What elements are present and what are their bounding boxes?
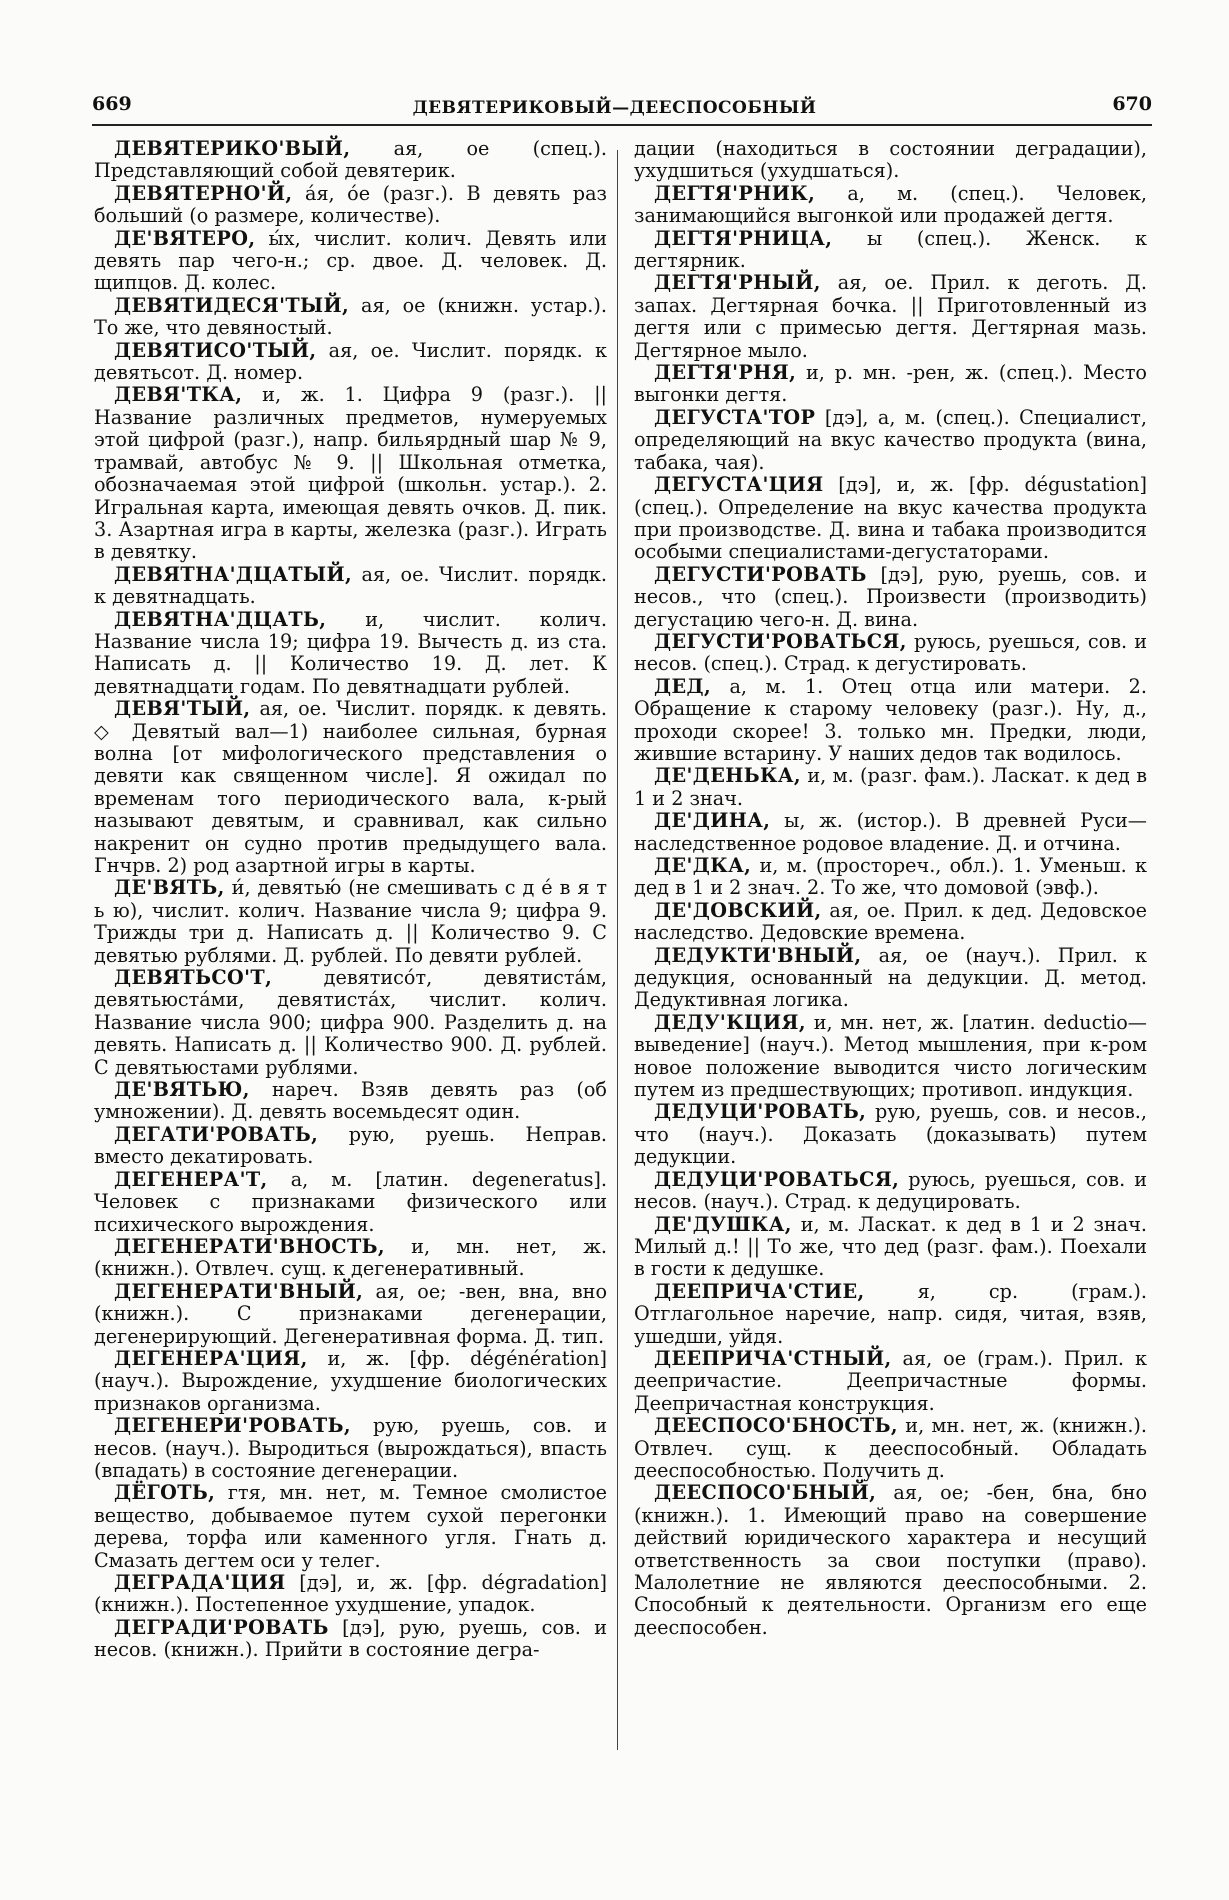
entry-definition: и, ж. 1. Цифра 9 (разг.). || Название различных предметов, нумеруемых этой цифрой (разг.), напр. бильярдный шар № 9, трамвай, автобус № 9. || Школьная отметка, обозначаемая этой цифрой (школьн. устар.). 2. Игральная карта, имеющая девять очков. Д. пик. 3. Азартная игра в карты, железка (разг.). Играть в девятку.	[94, 383, 607, 564]
entry-definition: и, р. мн. -рен, ж. (спец.). Место выгонки дегтя.	[634, 361, 1147, 407]
running-head: ДЕВЯТЕРИКОВЫЙ—ДЕЕСПОСОБНЫЙ	[412, 98, 817, 118]
entry-definition: рую, руешь, сов. и несов. (науч.). Выродиться (вырождаться), впасть (впадать) в состояние дегенерации.	[94, 1414, 607, 1482]
dictionary-entry	[94, 698, 607, 877]
dictionary-entry	[94, 1281, 607, 1348]
dictionary-entry	[634, 855, 1147, 900]
entry-headword: ДЕВЯТЕРНО'Й,	[114, 181, 293, 205]
dictionary-entry	[634, 1169, 1147, 1214]
entry-definition: а, м. 1. Отец отца или матери. 2. Обращение к старому человеку (разг.). Ну, д., проходи скорее! 3. только мн. Предки, люди, жившие встарину. У наших дедов так водилось.	[634, 674, 1147, 765]
dictionary-entry	[634, 474, 1147, 564]
entry-headword: ДЕВЯТИСО'ТЫЙ,	[114, 338, 317, 362]
entry-headword: ДЕГРАДИ'РОВАТЬ	[114, 1615, 329, 1639]
header-rule	[92, 124, 1152, 126]
entry-headword: ДЕВЯТИДЕСЯ'ТЫЙ,	[114, 293, 350, 317]
page-number-right: 670	[1112, 93, 1152, 115]
entry-definition: ая, ое. Числит. порядк. к девятнадцать.	[94, 562, 607, 609]
entry-definition: дации (находиться в состоянии деградации), ухудшиться (ухудшаться).	[634, 137, 1147, 183]
entry-definition: девятисо́т, девятиста́м, девятьюста́ми, девятиста́х, числит. колич. Название числа 900; цифра 900. Разделить д. на девять. Написать д. || Количество 900. Д. рублей. С девятьюстами рублями.	[94, 966, 607, 1079]
entry-definition: ая, ое. Числит. порядк. к девятьсот. Д. номер.	[94, 338, 607, 385]
entry-headword: ДЕГТЯ'РНЫЙ,	[654, 271, 821, 295]
entry-definition: и, числит. колич. Название числа 19; цифра 19. Вычесть д. из ста. Написать д. || Количество 19. Д. лет. К девятнадцати годам. По девятнадцати рублей.	[94, 607, 607, 698]
entry-headword: ДЕВЯТНА'ДЦАТЫЙ,	[114, 562, 353, 586]
entry-headword: ДЕВЯ'ТКА,	[114, 383, 243, 407]
entry-headword: ДЕГРАДА'ЦИЯ	[114, 1571, 286, 1594]
dictionary-entry	[634, 362, 1147, 407]
dictionary-entry	[94, 1079, 607, 1124]
dictionary-entry	[94, 1482, 607, 1572]
entry-headword: ДЕВЯТНА'ДЦАТЬ,	[114, 607, 327, 631]
entry-headword: ДЕ'ДЕНЬКА,	[654, 764, 801, 788]
dictionary-entry	[634, 1012, 1147, 1102]
dictionary-entry	[634, 1348, 1147, 1415]
entry-headword: ДЕГУСТА'ТОР	[654, 405, 816, 429]
entry-headword: ДЕ'ДОВСКИЙ,	[654, 898, 822, 922]
entry-definition: и́, девятью́ (не смешивать с д е́ в я т ь ю), числит. колич. Название числа 9; цифра 9. Трижды три д. Написать д. || Количество 9. С девятью рублями. Д. рублей. По девяти рублей.	[94, 876, 607, 967]
entry-definition: ая, ое (спец.). Представляющий собой девятерик.	[94, 137, 607, 183]
entry-definition: и, мн. нет, ж. (книжн.). Отвлеч. сущ. к дееспособный. Обладать дееспособностью. Получить д.	[634, 1414, 1147, 1482]
entry-definition: ы (спец.). Женск. к дегтярник.	[634, 226, 1147, 273]
entry-headword: ДЕ'ДИНА,	[654, 809, 771, 833]
dictionary-entry	[634, 765, 1147, 810]
entry-definition: и, м. (простореч., обл.). 1. Уменьш. к дед в 1 и 2 знач. 2. То же, что домовой (эвф.).	[634, 854, 1147, 900]
entry-headword: ДЕГЕНЕРА'Т,	[114, 1167, 268, 1191]
entry-headword: ДЕГУСТИ'РОВАТЬ	[654, 562, 867, 586]
entry-headword: ДЕГЕНЕРАТИ'ВНЫЙ,	[114, 1279, 364, 1303]
dictionary-entry	[94, 295, 607, 340]
entry-headword: ДЕДУЦИ'РОВАТЬ,	[654, 1100, 867, 1124]
entry-definition: ая, ое. Числит. порядк. к девять. ◇ Девятый вал—1) наиболее сильная, бурная волна [от мифологического представления о девяти как священном числе]. Я ожидал по временам того периодического вала, к-рый называют девятым, и сравнивал, как сильно накренит он судно против предыдущего вала. Гнчрв. 2) род азартной игры в карты.	[94, 697, 607, 877]
dictionary-entry	[94, 183, 607, 228]
entry-definition: ы, ж. (истор.). В древней Руси—наследственное родовое владение. Д. и отчина.	[634, 809, 1147, 855]
entry-headword: ДЁГОТЬ,	[114, 1481, 216, 1505]
dictionary-entry	[634, 631, 1147, 676]
dictionary-entry	[94, 1236, 607, 1281]
dictionary-entry	[634, 228, 1147, 273]
entry-headword: ДЕЕСПОСО'БНЫЙ,	[654, 1481, 877, 1505]
dictionary-entry	[94, 384, 607, 563]
entry-definition: я, ср. (грам.). Отглагольное наречие, напр. сидя, читая, взяв, ушедши, уйдя.	[634, 1279, 1147, 1348]
dictionary-entry	[94, 1124, 607, 1169]
dictionary-entry	[634, 183, 1147, 228]
entry-definition: [дэ], рую, руешь, сов. и несов. (книжн.). Прийти в состояние дегра-	[94, 1615, 607, 1662]
entry-definition: рую, руешь, сов. и несов., что (науч.). Доказать (доказывать) путем дедукции.	[634, 1100, 1147, 1169]
entry-definition: нареч. Взяв девять раз (об умножении). Д. девять восемьдесят один.	[94, 1078, 607, 1124]
entry-headword: ДЕВЯТЕРИКО'ВЫЙ,	[114, 137, 351, 160]
entry-headword: ДЕВЯТЬСО'Т,	[114, 966, 273, 990]
dictionary-entry	[94, 967, 607, 1079]
dictionary-entry	[94, 1572, 607, 1617]
right-column	[634, 138, 1147, 1639]
entry-definition: и, мн. нет, ж. (книжн.). Отвлеч. сущ. к дегенеративный.	[94, 1234, 607, 1281]
dictionary-entry	[634, 272, 1147, 362]
entry-headword: ДЕЕПРИЧА'СТИЕ,	[654, 1279, 865, 1303]
dictionary-entry	[94, 564, 607, 609]
entry-definition: ая, ое (науч.). Прил. к дедукция, основанный на дедукции. Д. метод. Дедуктивная логика.	[634, 943, 1147, 1012]
entry-headword: ДЕДУ'КЦИЯ,	[654, 1010, 806, 1034]
entry-headword: ДЕ'ВЯТЕРО,	[114, 226, 256, 250]
dictionary-entry	[94, 1169, 607, 1236]
entry-definition: и, м. (разг. фам.). Ласкат. к дед в 1 и 2 знач.	[634, 764, 1147, 810]
entry-definition: а, м. [латин. degeneratus]. Человек с признаками физического или психического вырождения.	[94, 1167, 607, 1236]
entry-headword: ДЕ'ВЯТЬЮ,	[114, 1078, 250, 1102]
entry-headword: ДЕД,	[654, 674, 712, 698]
entry-definition: а, м. (спец.). Человек, занимающийся выгонкой или продажей дегтя.	[634, 181, 1147, 228]
entry-headword: ДЕЕСПОСО'БНОСТЬ,	[654, 1414, 898, 1438]
entry-headword: ДЕГЕНЕРА'ЦИЯ,	[114, 1346, 308, 1370]
dictionary-entry	[634, 810, 1147, 855]
dictionary-entry	[634, 1281, 1147, 1348]
entry-definition: [дэ], рую, руешь, сов. и несов., что (спец.). Произвести (производить) дегустацию чего-н. Д. вина.	[634, 562, 1147, 631]
dictionary-entry	[634, 1482, 1147, 1639]
dictionary-entry	[634, 564, 1147, 631]
dictionary-entry	[94, 1348, 607, 1415]
entry-definition: и, мн. нет, ж. [латин. deductio—выведение] (науч.). Метод мышления, при к-ром новое положение выводится чисто логическим путем из предшествующих; противоп. индукция.	[634, 1010, 1147, 1102]
entry-definition: ы́х, числит. колич. Девять или девять пар чего-н.; ср. двое. Д. человек. Д. щипцов. Д. колес.	[94, 226, 607, 295]
dictionary-entry	[634, 900, 1147, 945]
entry-definition: и, м. Ласкат. к дед в 1 и 2 знач. Милый д.! || То же, что дед (разг. фам.). Поехали в гости к дедушке.	[634, 1212, 1147, 1281]
dictionary-entry	[634, 1214, 1147, 1281]
entry-definition: руюсь, руешься, сов. и несов. (спец.). Страд. к дегустировать.	[634, 629, 1147, 676]
entry-headword: ДЕ'ДУШКА,	[654, 1212, 792, 1236]
dictionary-entry	[94, 877, 607, 967]
entry-definition: гтя, мн. нет, м. Темное смолистое вещество, добываемое путем сухой перегонки дерева, торфа или каменного угля. Гнать д. Смазать дегтем оси у телег.	[94, 1481, 607, 1572]
dictionary-entry	[634, 1101, 1147, 1168]
dictionary-entry	[634, 945, 1147, 1012]
column-divider	[617, 150, 618, 1750]
dictionary-entry	[634, 138, 1147, 183]
dictionary-entry	[634, 1415, 1147, 1482]
entry-definition: рую, руешь. Неправ. вместо декатировать.	[94, 1122, 607, 1169]
entry-headword: ДЕГТЯ'РНЯ,	[654, 361, 797, 385]
entry-definition: ая, ое (книжн. устар.). То же, что девяностый.	[94, 293, 607, 340]
entry-definition: а́я, о́е (разг.). В девять раз больший (о размере, количестве).	[94, 181, 607, 228]
entry-definition: ая, ое (грам.). Прил. к деепричастие. Деепричастные формы. Деепричастная конструкция.	[634, 1346, 1147, 1415]
page-number-left: 669	[92, 93, 132, 115]
dictionary-entry	[94, 228, 607, 295]
dictionary-entry	[94, 1415, 607, 1482]
entry-definition: ая, ое. Прил. к дед. Дедовское наследство. Дедовские времена.	[634, 898, 1147, 945]
left-column	[94, 138, 607, 1662]
entry-headword: ДЕ'ДКА,	[654, 854, 752, 877]
entry-definition: ая, ое; -бен, бна, бно (книжн.). 1. Имеющий право на совершение действий юридического характера и несущий ответственность за свои поступки (право). Малолетние не являются дееспособными. 2. Способный к деятельности. Организм его еще дееспособен.	[634, 1481, 1147, 1639]
entry-headword: ДЕ'ВЯТЬ,	[114, 876, 225, 900]
entry-headword: ДЕГЕНЕРИ'РОВАТЬ,	[114, 1414, 351, 1438]
dictionary-entry	[94, 138, 607, 183]
entry-definition: ая, ое. Прил. к деготь. Д. запах. Дегтярная бочка. || Приготовленный из дегтя или с примесью дегтя. Дегтярная мазь. Дегтярное мыло.	[634, 271, 1147, 362]
entry-headword: ДЕГАТИ'РОВАТЬ,	[114, 1122, 319, 1146]
entry-headword: ДЕДУЦИ'РОВАТЬСЯ,	[654, 1167, 900, 1191]
entry-definition: [дэ], и, ж. [фр. dégradation] (книжн.). Постепенное ухудшение, упадок.	[94, 1571, 607, 1617]
entry-headword: ДЕВЯ'ТЫЙ,	[114, 697, 251, 721]
entry-definition: ая, ое; -вен, вна, вно (книжн.). С признаками дегенерации, дегенерирующий. Дегенеративная форма. Д. тип.	[94, 1279, 607, 1348]
entry-headword: ДЕДУКТИ'ВНЫЙ,	[654, 943, 862, 967]
dictionary-entry	[94, 340, 607, 385]
entry-headword: ДЕГТЯ'РНИК,	[654, 181, 816, 205]
entry-headword: ДЕГУСТА'ЦИЯ	[654, 473, 824, 497]
dictionary-entry	[634, 676, 1147, 766]
entry-definition: и, ж. [фр. dégénération] (науч.). Вырождение, ухудшение биологических признаков организма.	[94, 1346, 607, 1415]
entry-definition: руюсь, руешься, сов. и несов. (науч.). Страд. к дедуцировать.	[634, 1167, 1147, 1214]
entry-headword: ДЕГТЯ'РНИЦА,	[654, 226, 833, 250]
dictionary-entry	[94, 609, 607, 699]
entry-headword: ДЕЕПРИЧА'СТНЫЙ,	[654, 1346, 892, 1370]
entry-headword: ДЕГЕНЕРАТИ'ВНОСТЬ,	[114, 1234, 385, 1258]
entry-definition: [дэ], а, м. (спец.). Специалист, определяющий на вкус качество продукта (вина, табака, чая).	[634, 405, 1147, 474]
dictionary-entry	[94, 1617, 607, 1662]
entry-definition: [дэ], и, ж. [фр. dégustation] (спец.). Определение на вкус качества продукта при производстве. Д. вина и табака производится особыми специалистами-дегустаторами.	[634, 473, 1147, 564]
entry-headword: ДЕГУСТИ'РОВАТЬСЯ,	[654, 629, 907, 653]
dictionary-entry	[634, 407, 1147, 474]
